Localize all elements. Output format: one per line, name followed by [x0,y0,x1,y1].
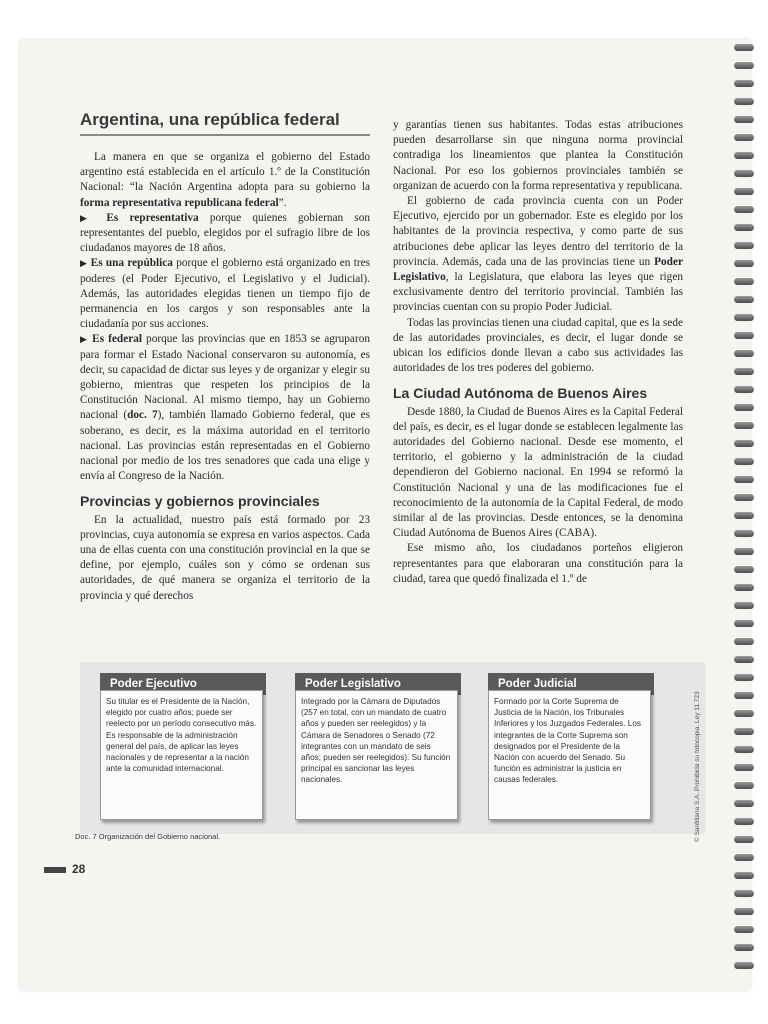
box-judicial: Formado por la Corte Suprema de Justicia de la Nación, los Tribunales Inferiores y los Juzgados Federales. Los integrantes de la Corte Suprema son designados por el Presidente de la Nación con acuerdo del Senado. Su función es administrar la justicia en causas federales. [488,690,651,820]
capital-paragraph: Todas las provincias tienen una ciudad capital, que es la sede de las autoridades provinciales, es decir, el lugar donde se ubican los edificios donde llevan a cabo sus actividades las autoridades de los tres poderes del gobierno. [393,316,683,375]
box-head-judicial: Poder Judicial [488,673,654,695]
spiral-coil [734,206,754,213]
spiral-coil [734,548,754,555]
spiral-coil [734,512,754,519]
spiral-coil [734,674,754,681]
spiral-coil [734,188,754,195]
spiral-coil [734,224,754,231]
bullet-bold: Es una república [90,257,173,270]
doc-reference: doc. 7 [127,409,158,422]
box-legislativo: Integrado por la Cámara de Diputados (257 en total, con un mandato de cuatro años y pueden ser reelegidos) y la Cámara de Senadores o Senado (72 integrantes con un mandato de seis años; pueden ser reelegidos). Su función principal es sancionar las leyes nacionales. [295,690,458,820]
page-number [44,862,85,876]
spiral-coil [734,566,754,573]
spiral-coil [734,728,754,735]
spiral-coil [734,440,754,447]
intro-bold: forma representativa republicana federal [80,196,279,209]
spiral-coil [734,80,754,87]
spiral-coil [734,908,754,915]
box-head-legislativo: Poder Legislativo [295,673,461,695]
gobierno-provincia-paragraph [393,194,683,316]
intro-text: La manera en que se organiza el gobierno del Estado argentino está establecida en el artículo 1.º de la Constitución Nacional: “la Nación Argentina adopta para su gobierno la [80,151,370,194]
spiral-coil [734,458,754,465]
page-title: Argentina, una república federal [80,110,370,136]
intro-end: ”. [278,196,287,209]
caba-paragraph: Desde 1880, la Ciudad de Buenos Aires es la Capital Federal del país, es decir, es el lugar donde se establecen legalmente las autoridades del Gobierno nacional. Desde ese momento, el territorio, el gobierno y la administración de la ciudad dependieron del Gobierno nacional. En 1994 se reformó la Constitución Nacional y una de las modificaciones fue el reconocimiento de la autonomía de la Capital Federal, de modo similar al de las provincias. Desde entonces, se la denomina Ciudad Autónoma de Buenos Aires (CABA). [393,405,683,540]
spiral-coil [734,944,754,951]
constitucion-paragraph: Ese mismo año, los ciudadanos porteños eligieron representantes para que elaboraran una constitución para la ciudad, tarea que quedó finalizada el 1.º de [393,542,683,585]
spiral-coil [734,764,754,771]
spiral-coil [734,836,754,843]
spiral-coil [734,872,754,879]
bullet-representativa [80,211,370,257]
spiral-coil [734,44,754,51]
spiral-coil [734,962,754,969]
spiral-coil [734,314,754,321]
spiral-coil [734,692,754,699]
spiral-coil [734,116,754,123]
spiral-coil [734,422,754,429]
spiral-coil [734,62,754,69]
page-number-text: 28 [72,862,86,876]
bullet-text: porque quienes gobiernan son representantes del pueblo, elegidos por el sufragio libre de los ciudadanos mayores de 18 años. [80,211,371,255]
spiral-coil [734,296,754,303]
spiral-coil [734,404,754,411]
paragraph-text: El gobierno de cada provincia cuenta con un Poder Ejecutivo, ejercido por un gobernador. Este es elegido por los habitantes de la provincia respectiva, y como parte de sus atribuciones debe aplicar las leyes dentro del territorio de la provincia. Además, cada una de las provincias tiene un [393,195,683,268]
spiral-coil [734,350,754,357]
bullet-text: porque el gobierno está organizado en tres poderes (el Poder Ejecutivo, el Legislativo y el Judicial). Además, las autoridades elegidas tienen un tiempo fijo de permanencia en los cargos y son responsables ante la ciudadanía por sus acciones. [80,257,371,331]
spiral-coil [734,584,754,591]
page-number-bar [44,867,66,873]
spiral-coil [734,368,754,375]
arrow-icon: ▶ [80,258,88,269]
paragraph-text: , la Legislatura, que elabora las leyes que rigen exclusivamente dentro del territorio provincial. También las provincias cuentan con su propio Poder Judicial. [393,271,683,314]
spiral-coil [734,782,754,789]
right-column [393,118,683,587]
bullet-federal [80,332,370,484]
copyright-note: © Santillana S.A. Prohibida su fotocopia. Ley 11.723 [694,691,701,842]
arrow-icon: ▶ [80,334,89,345]
bullet-bold: Es representativa [106,211,199,224]
bullet-text: ), también llamado Gobierno federal, que es soberano, es decir, es la máxima autoridad en el territorio nacional. Las provincias están representadas en el Gobierno nacional por medio de los tres senadores que cada una elige y envía al Congreso de la Nación. [80,409,370,483]
spiral-coil [734,134,754,141]
spiral-coil [734,710,754,717]
spiral-coil [734,530,754,537]
spiral-coil [734,386,754,393]
spiral-coil [734,602,754,609]
spiral-coil [734,638,754,645]
figure-caption: Doc. 7 Organización del Gobierno nacional. [75,832,221,841]
spiral-coil [734,746,754,753]
arrow-icon: ▶ [80,212,96,223]
box-ejecutivo: Su titular es el Presidente de la Nación, elegido por cuatro años; puede ser reelecto por un período consecutivo más. Es responsable de la administración general del país, de aplicar las leyes nacionales y de representar a la nación ante la comunidad internacional. [100,690,263,820]
intro-paragraph [80,150,370,211]
spiral-coil [734,854,754,861]
section-heading-provincias: Provincias y gobiernos provinciales [80,493,320,510]
spiral-coil [734,476,754,483]
spiral-coil [734,818,754,825]
spiral-coil [734,620,754,627]
spiral-binding [726,40,754,990]
bullet-text: porque las provincias que en 1853 se agruparon para formar el Estado Nacional conservaron su autonomía, es decir, su capacidad de dictar sus leyes y de organizar y elegir su gobierno, mientras que respeten los principios de la Constitución Nacional. Al mismo tiempo, hay un Gobierno nacional ( [80,333,371,422]
spiral-coil [734,656,754,663]
bullet-bold: Es federal [92,333,143,346]
spiral-coil [734,260,754,267]
spiral-coil [734,800,754,807]
left-column [80,150,370,604]
spiral-coil [734,98,754,105]
spiral-coil [734,170,754,177]
spiral-coil [734,926,754,933]
paragraph-bold: Poder Legislativo [393,255,683,284]
section-heading-caba: La Ciudad Autónoma de Buenos Aires [393,385,648,402]
provincias-paragraph: En la actualidad, nuestro país está formado por 23 provincias, cuya autonomía se expresa en varios aspectos. Cada una de ellas cuenta con una constitución provincial en la que se define, por ejemplo, cuáles son y cómo se ordenan sus autoridades, de qué manera se organiza el territorio de la provincia y qué derechos [80,513,370,602]
box-head-ejecutivo: Poder Ejecutivo [100,673,266,695]
bullet-republica [80,256,370,332]
continued-paragraph: y garantías tienen sus habitantes. Todas estas atribuciones pueden desarrollarse sin que ninguna norma provincial contradiga los lineamientos que plantea la Constitución Nacional. Por eso los gobiernos provinciales también se organizan de acuerdo con la forma representativa y republicana. [393,119,683,192]
spiral-coil [734,242,754,249]
spiral-coil [734,494,754,501]
spiral-coil [734,278,754,285]
spiral-coil [734,152,754,159]
spiral-coil [734,890,754,897]
spiral-coil [734,332,754,339]
